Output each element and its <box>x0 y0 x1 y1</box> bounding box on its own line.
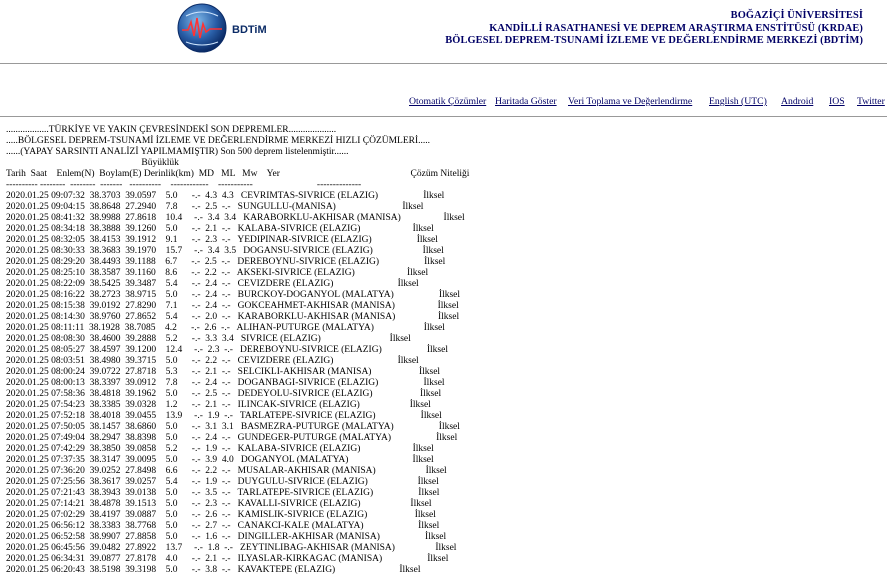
nav-link-ios[interactable]: IOS <box>829 96 845 107</box>
nav-links <box>0 96 887 108</box>
earthquake-row: 2020.01.25 08:30:33 38.3683 39.1970 15.7 -.- 3.4 3.5 DOGANSU-SIVRICE (ELAZIG) İlksel <box>6 246 444 256</box>
svg-text:BDTiM: BDTiM <box>232 24 267 36</box>
earthquake-row: 2020.01.25 07:54:23 38.3385 39.0328 1.2 -.- 2.1 -.- ILINCAK-SIVRICE (ELAZIG) İlksel <box>6 400 431 410</box>
earthquake-list <box>6 125 469 576</box>
nav-link-haritada-g-ster[interactable]: Haritada Göster <box>495 96 557 107</box>
earthquake-row: 2020.01.25 07:14:21 38.4878 39.1513 5.0 -.- 2.3 -.- KAVALLI-SIVRICE (ELAZIG) İlksel <box>6 499 432 509</box>
earthquake-row: 2020.01.25 06:52:58 38.9907 27.8858 5.0 -.- 1.6 -.- DINGILLER-AKHISAR (MANISA) İlksel <box>6 532 447 542</box>
earthquake-row: 2020.01.25 08:41:32 38.9988 27.8618 10.4 -.- 3.4 3.4 KARABORKLU-AKHISAR (MANISA) İlksel <box>6 213 465 223</box>
earthquake-row: 2020.01.25 07:42:29 38.3850 39.0858 5.2 -.- 1.9 -.- KALABA-SIVRICE (ELAZIG) İlksel <box>6 444 434 454</box>
earthquake-row: 2020.01.25 08:05:27 38.4597 39.1200 12.4 -.- 2.3 -.- DEREBOYNU-SIVRICE (ELAZIG) İlksel <box>6 345 448 355</box>
nav-link-otomatik-z-mler[interactable]: Otomatik Çözümler <box>409 96 487 107</box>
nav-link-english-utc[interactable]: English (UTC) <box>709 96 767 107</box>
nav-link-veri-toplama-ve-de-erlendirme[interactable]: Veri Toplama ve Değerlendirme <box>568 96 693 107</box>
bdtim-logo[interactable] <box>176 2 272 54</box>
divider <box>0 116 887 117</box>
institution-titles <box>445 10 863 48</box>
earthquake-row: 2020.01.25 07:36:20 39.0252 27.8498 6.6 -.- 2.2 -.- MUSALAR-AKHISAR (MANISA) İlksel <box>6 466 447 476</box>
earthquake-row: 2020.01.25 08:25:10 38.3587 39.1160 8.6 -.- 2.2 -.- AKSEKI-SIVRICE (ELAZIG) İlksel <box>6 268 429 278</box>
intro-line-1: ..................TÜRKİYE VE YAKIN ÇEVRESİNDEKİ SON DEPREMLER.................... <box>6 125 337 135</box>
earthquake-row: 2020.01.25 08:15:38 39.0192 27.8290 7.1 -.- 2.4 -.- GOKCEAHMET-AKHISAR (MANISA) İlksel <box>6 301 459 311</box>
earthquake-row: 2020.01.25 08:22:09 38.5425 39.3487 5.4 -.- 2.4 -.- CEVIZDERE (ELAZIG) İlksel <box>6 279 419 289</box>
column-headers: Tarih Saat Enlem(N) Boylam(E) Derinlik(km) MD ML Mw Yer Çözüm Niteliği <box>6 169 470 179</box>
earthquake-row: 2020.01.25 08:34:18 38.3888 39.1260 5.0 -.- 2.1 -.- KALABA-SIVRICE (ELAZIG) İlksel <box>6 224 434 234</box>
earthquake-row: 2020.01.25 08:03:51 38.4980 39.3715 5.0 -.- 2.2 -.- CEVIZDERE (ELAZIG) İlksel <box>6 356 419 366</box>
earthquake-row: 2020.01.25 08:08:30 38.4600 39.2888 5.2 -.- 3.3 3.4 SIVRICE (ELAZIG) İlksel <box>6 334 411 344</box>
magnitude-group-header: Büyüklük <box>6 158 179 168</box>
earthquake-row: 2020.01.25 07:25:56 38.3617 39.0257 5.4 -.- 1.9 -.- DUYGULU-SIVRICE (ELAZIG) İlksel <box>6 477 439 487</box>
center-name: BÖLGESEL DEPREM-TSUNAMİ İZLEME VE DEĞERLENDİRME MERKEZİ (BDTİM) <box>445 35 863 46</box>
earthquake-row: 2020.01.25 06:56:12 38.3383 38.7768 5.0 -.- 2.7 -.- CANAKCI-KALE (MALATYA) İlksel <box>6 521 440 531</box>
earthquake-row: 2020.01.25 08:14:30 38.9760 27.8652 5.4 -.- 2.0 -.- KARABORKLU-AKHISAR (MANISA) İlksel <box>6 312 460 322</box>
intro-line-2: .....BÖLGESEL DEPREM-TSUNAMİ İZLEME VE DEĞERLENDİRME MERKEZİ HIZLI ÇÖZÜMLERİ..... <box>6 136 431 146</box>
earthquake-row: 2020.01.25 06:45:56 39.0482 27.8922 13.7 -.- 1.8 -.- ZEYTINLIBAG-AKHISAR (MANISA) İlksel <box>6 543 457 553</box>
earthquake-row: 2020.01.25 07:02:29 38.4197 39.0887 5.0 -.- 2.6 -.- KAMISLIK-SIVRICE (ELAZIG) İlksel <box>6 510 436 520</box>
earthquake-row: 2020.01.25 07:50:05 38.1457 38.6860 5.0 -.- 3.1 3.1 BASMEZRA-PUTURGE (MALATYA) İlksel <box>6 422 460 432</box>
earthquake-row: 2020.01.25 08:16:22 38.2723 38.9715 5.0 -.- 2.4 -.- BURCKOY-DOGANYOL (MALATYA) İlksel <box>6 290 461 300</box>
earthquake-row: 2020.01.25 08:29:20 38.4493 39.1188 6.7 -.- 2.5 -.- DEREBOYNU-SIVRICE (ELAZIG) İlksel <box>6 257 446 267</box>
earthquake-row: 2020.01.25 06:34:31 39.0877 27.8178 4.0 -.- 2.1 -.- ILYASLAR-KIRKAGAC (MANISA) İlksel <box>6 554 449 564</box>
earthquake-row: 2020.01.25 07:58:36 38.4818 39.1962 5.0 -.- 2.5 -.- DEDEYOLU-SIVRICE (ELAZIG) İlksel <box>6 389 442 399</box>
earthquake-row: 2020.01.25 06:20:43 38.5198 39.3198 5.0 -.- 3.8 -.- KAVAKTEPE (ELAZIG) İlksel <box>6 565 421 575</box>
earthquake-row: 2020.01.25 07:21:43 38.3943 39.0138 5.0 -.- 3.5 -.- TARLATEPE-SIVRICE (ELAZIG) İlksel <box>6 488 440 498</box>
earthquake-row: 2020.01.25 07:37:35 38.3147 39.0095 5.0 -.- 3.9 4.0 DOGANYOL (MALATYA) İlksel <box>6 455 434 465</box>
earthquake-row: 2020.01.25 08:00:24 39.0722 27.8718 5.3 -.- 2.1 -.- SELCIKLI-AKHISAR (MANISA) İlksel <box>6 367 441 377</box>
page-header <box>0 0 887 58</box>
earthquake-row: 2020.01.25 08:00:13 38.3397 39.0912 7.8 -.- 2.4 -.- DOGANBAGI-SIVRICE (ELAZIG) İlksel <box>6 378 445 388</box>
earthquake-row: 2020.01.25 09:04:15 38.8648 27.2940 7.8 -.- 2.5 -.- SUNGULLU-(MANISA) İlksel <box>6 202 424 212</box>
observatory-name: KANDİLLİ RASATHANESİ VE DEPREM ARAŞTIRMA ENSTİTÜSÜ (KRDAE) <box>489 22 863 34</box>
divider <box>0 63 887 64</box>
column-separator: ---------- -------- -------- ------- ---------- ------------ ----------- -------------- <box>6 180 362 190</box>
earthquake-row: 2020.01.25 08:11:11 38.1928 38.7085 4.2 -.- 2.6 -.- ALIHAN-PUTURGE (MALATYA) İlksel <box>6 323 445 333</box>
globe-logo-icon <box>176 2 272 54</box>
nav-link-android[interactable]: Android <box>781 96 814 107</box>
earthquake-row: 2020.01.25 09:07:32 38.3703 39.0597 5.0 -.- 4.3 4.3 CEVRIMTAS-SIVRICE (ELAZIG) İlksel <box>6 191 445 201</box>
nav-link-twitter[interactable]: Twitter <box>857 96 885 107</box>
university-name: BOĞAZİÇİ ÜNİVERSİTESİ <box>730 10 863 21</box>
earthquake-row: 2020.01.25 07:49:04 38.2947 38.8398 5.0 -.- 2.4 -.- GUNDEGER-PUTURGE (MALATYA) İlksel <box>6 433 458 443</box>
earthquake-row: 2020.01.25 07:52:18 38.4018 39.0455 13.9 -.- 1.9 -.- TARLATEPE-SIVRICE (ELAZIG) İlksel <box>6 411 442 421</box>
earthquake-row: 2020.01.25 08:32:05 38.4153 39.1912 9.1 -.- 2.3 -.- YEDIPINAR-SIVRICE (ELAZIG) İlksel <box>6 235 438 245</box>
intro-line-3: ......(YAPAY SARSINTI ANALİZİ YAPILMAMIŞTIR) Son 500 deprem listelenmiştir...... <box>6 147 349 157</box>
